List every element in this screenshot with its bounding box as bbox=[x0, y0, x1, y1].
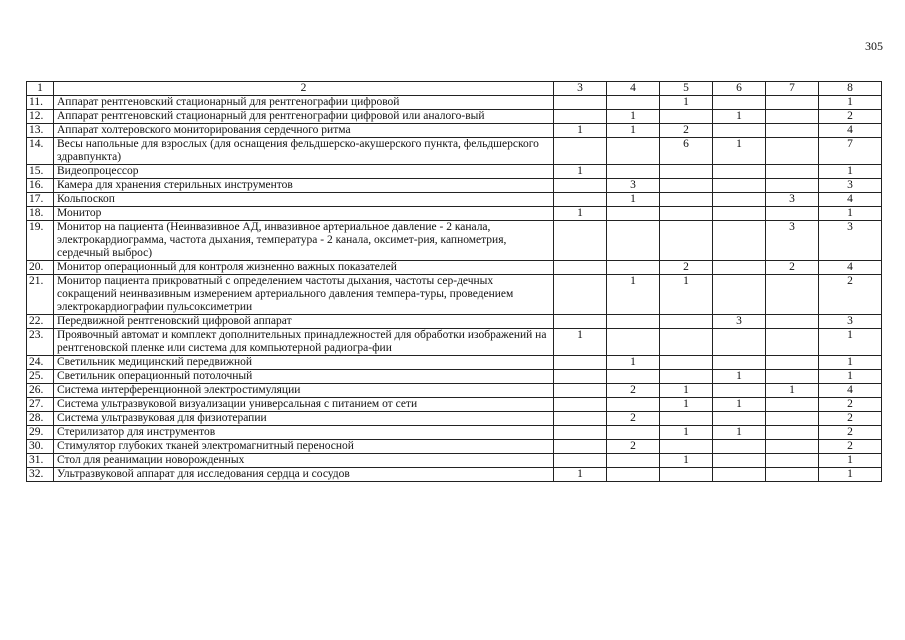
count-cell-col3 bbox=[554, 96, 607, 110]
total-cell: 1 bbox=[819, 96, 882, 110]
total-cell: 3 bbox=[819, 221, 882, 261]
equipment-name-cell: Монитор операционный для контроля жизненно важных показателей bbox=[54, 261, 554, 275]
equipment-name-cell: Камера для хранения стерильных инструментов bbox=[54, 179, 554, 193]
count-cell-col3 bbox=[554, 315, 607, 329]
row-number-cell: 32. bbox=[27, 468, 54, 482]
table-row bbox=[27, 179, 882, 193]
row-number-cell: 24. bbox=[27, 356, 54, 370]
equipment-name-cell: Аппарат рентгеновский стационарный для рентгенографии цифровой bbox=[54, 96, 554, 110]
table-row bbox=[27, 315, 882, 329]
equipment-name-cell: Система ультразвуковой визуализации универсальная с питанием от сети bbox=[54, 398, 554, 412]
count-cell-col3 bbox=[554, 261, 607, 275]
table-row bbox=[27, 138, 882, 165]
count-cell-col6 bbox=[713, 384, 766, 398]
count-cell-col5: 2 bbox=[660, 124, 713, 138]
count-cell-col3 bbox=[554, 454, 607, 468]
header-cell: 7 bbox=[766, 82, 819, 96]
equipment-name-cell: Монитор пациента прикроватный с определением частоты дыхания, частоты сер-дечных сокращений неинвазивным измерением артериального давления темпера-туры, проведением электрокардиографии пульсоксиметрии bbox=[54, 275, 554, 315]
page-number: 305 bbox=[865, 39, 883, 53]
equipment-name-cell: Монитор на пациента (Неинвазивное АД, инвазивное артериальное давление - 2 канала, электрокардиограмма, частота дыхания, температура - 2 канала, оксимет-рия, капнометрия, сердечный выброс) bbox=[54, 221, 554, 261]
header-cell: 4 bbox=[607, 82, 660, 96]
count-cell-col5 bbox=[660, 165, 713, 179]
count-cell-col4 bbox=[607, 426, 660, 440]
table-row bbox=[27, 454, 882, 468]
count-cell-col5 bbox=[660, 370, 713, 384]
count-cell-col5: 1 bbox=[660, 426, 713, 440]
total-cell: 1 bbox=[819, 454, 882, 468]
total-cell: 2 bbox=[819, 398, 882, 412]
count-cell-col7 bbox=[766, 179, 819, 193]
count-cell-col3 bbox=[554, 370, 607, 384]
total-cell: 2 bbox=[819, 275, 882, 315]
equipment-name-cell: Стерилизатор для инструментов bbox=[54, 426, 554, 440]
equipment-name-cell: Аппарат холтеровского мониторирования сердечного ритма bbox=[54, 124, 554, 138]
count-cell-col7 bbox=[766, 138, 819, 165]
count-cell-col3: 1 bbox=[554, 207, 607, 221]
count-cell-col4 bbox=[607, 96, 660, 110]
table-row bbox=[27, 124, 882, 138]
count-cell-col7: 3 bbox=[766, 221, 819, 261]
count-cell-col5: 1 bbox=[660, 384, 713, 398]
table-row bbox=[27, 110, 882, 124]
count-cell-col6: 1 bbox=[713, 110, 766, 124]
table-row bbox=[27, 329, 882, 356]
count-cell-col5 bbox=[660, 356, 713, 370]
total-cell: 2 bbox=[819, 440, 882, 454]
count-cell-col7 bbox=[766, 124, 819, 138]
count-cell-col6 bbox=[713, 468, 766, 482]
equipment-name-cell: Стол для реанимации новорожденных bbox=[54, 454, 554, 468]
count-cell-col7 bbox=[766, 275, 819, 315]
equipment-name-cell: Монитор bbox=[54, 207, 554, 221]
count-cell-col3 bbox=[554, 193, 607, 207]
table-row bbox=[27, 370, 882, 384]
count-cell-col4 bbox=[607, 221, 660, 261]
total-cell: 1 bbox=[819, 370, 882, 384]
count-cell-col3 bbox=[554, 275, 607, 315]
equipment-table bbox=[26, 81, 882, 482]
table-row bbox=[27, 384, 882, 398]
count-cell-col3 bbox=[554, 398, 607, 412]
table-row bbox=[27, 96, 882, 110]
count-cell-col4 bbox=[607, 370, 660, 384]
row-number-cell: 26. bbox=[27, 384, 54, 398]
table-row bbox=[27, 468, 882, 482]
table-row bbox=[27, 165, 882, 179]
count-cell-col3 bbox=[554, 110, 607, 124]
count-cell-col6 bbox=[713, 96, 766, 110]
total-cell: 1 bbox=[819, 468, 882, 482]
count-cell-col5: 1 bbox=[660, 275, 713, 315]
equipment-name-cell: Система ультразвуковая для физиотерапии bbox=[54, 412, 554, 426]
count-cell-col4: 1 bbox=[607, 193, 660, 207]
count-cell-col5 bbox=[660, 440, 713, 454]
row-number-cell: 27. bbox=[27, 398, 54, 412]
count-cell-col4 bbox=[607, 207, 660, 221]
row-number-cell: 20. bbox=[27, 261, 54, 275]
count-cell-col7 bbox=[766, 440, 819, 454]
count-cell-col7 bbox=[766, 426, 819, 440]
count-cell-col5 bbox=[660, 412, 713, 426]
count-cell-col6 bbox=[713, 329, 766, 356]
count-cell-col3: 1 bbox=[554, 329, 607, 356]
count-cell-col7: 2 bbox=[766, 261, 819, 275]
count-cell-col4: 1 bbox=[607, 124, 660, 138]
row-number-cell: 18. bbox=[27, 207, 54, 221]
equipment-name-cell: Видеопроцессор bbox=[54, 165, 554, 179]
count-cell-col4: 2 bbox=[607, 440, 660, 454]
total-cell: 7 bbox=[819, 138, 882, 165]
row-number-cell: 25. bbox=[27, 370, 54, 384]
equipment-name-cell: Кольпоскоп bbox=[54, 193, 554, 207]
count-cell-col4 bbox=[607, 165, 660, 179]
count-cell-col6 bbox=[713, 356, 766, 370]
count-cell-col6 bbox=[713, 412, 766, 426]
count-cell-col6 bbox=[713, 207, 766, 221]
count-cell-col4 bbox=[607, 398, 660, 412]
count-cell-col7 bbox=[766, 165, 819, 179]
count-cell-col4 bbox=[607, 468, 660, 482]
count-cell-col4 bbox=[607, 138, 660, 165]
row-number-cell: 14. bbox=[27, 138, 54, 165]
total-cell: 1 bbox=[819, 329, 882, 356]
table-row bbox=[27, 261, 882, 275]
count-cell-col7 bbox=[766, 315, 819, 329]
count-cell-col3: 1 bbox=[554, 124, 607, 138]
row-number-cell: 13. bbox=[27, 124, 54, 138]
count-cell-col3 bbox=[554, 426, 607, 440]
count-cell-col4 bbox=[607, 315, 660, 329]
table-row bbox=[27, 398, 882, 412]
table-row bbox=[27, 221, 882, 261]
equipment-name-cell: Светильник операционный потолочный bbox=[54, 370, 554, 384]
row-number-cell: 12. bbox=[27, 110, 54, 124]
total-cell: 1 bbox=[819, 356, 882, 370]
equipment-name-cell: Весы напольные для взрослых (для оснащения фельдшерско-акушерского пункта, фельдшерского здравпункта) bbox=[54, 138, 554, 165]
header-cell: 8 bbox=[819, 82, 882, 96]
equipment-name-cell: Система интерференционной электростимуляции bbox=[54, 384, 554, 398]
header-cell: 2 bbox=[54, 82, 554, 96]
total-cell: 3 bbox=[819, 315, 882, 329]
count-cell-col7 bbox=[766, 412, 819, 426]
equipment-name-cell: Аппарат рентгеновский стационарный для рентгенографии цифровой или аналого-вый bbox=[54, 110, 554, 124]
header-cell: 3 bbox=[554, 82, 607, 96]
count-cell-col4: 1 bbox=[607, 110, 660, 124]
total-cell: 3 bbox=[819, 179, 882, 193]
total-cell: 2 bbox=[819, 412, 882, 426]
count-cell-col5 bbox=[660, 179, 713, 193]
count-cell-col5: 1 bbox=[660, 96, 713, 110]
count-cell-col6 bbox=[713, 165, 766, 179]
count-cell-col3 bbox=[554, 384, 607, 398]
row-number-cell: 15. bbox=[27, 165, 54, 179]
row-number-cell: 11. bbox=[27, 96, 54, 110]
count-cell-col6: 1 bbox=[713, 398, 766, 412]
row-number-cell: 21. bbox=[27, 275, 54, 315]
count-cell-col6: 1 bbox=[713, 370, 766, 384]
table-row bbox=[27, 275, 882, 315]
count-cell-col4 bbox=[607, 261, 660, 275]
equipment-name-cell: Ультразвуковой аппарат для исследования сердца и сосудов bbox=[54, 468, 554, 482]
count-cell-col4: 3 bbox=[607, 179, 660, 193]
row-number-cell: 17. bbox=[27, 193, 54, 207]
count-cell-col5: 1 bbox=[660, 454, 713, 468]
equipment-name-cell: Светильник медицинский передвижной bbox=[54, 356, 554, 370]
count-cell-col7: 1 bbox=[766, 384, 819, 398]
count-cell-col6: 1 bbox=[713, 426, 766, 440]
row-number-cell: 29. bbox=[27, 426, 54, 440]
table-row bbox=[27, 193, 882, 207]
count-cell-col7 bbox=[766, 454, 819, 468]
equipment-name-cell: Передвижной рентгеновский цифровой аппарат bbox=[54, 315, 554, 329]
total-cell: 1 bbox=[819, 207, 882, 221]
count-cell-col3: 1 bbox=[554, 165, 607, 179]
count-cell-col6 bbox=[713, 440, 766, 454]
row-number-cell: 16. bbox=[27, 179, 54, 193]
count-cell-col4 bbox=[607, 454, 660, 468]
count-cell-col7 bbox=[766, 370, 819, 384]
header-cell: 6 bbox=[713, 82, 766, 96]
count-cell-col3 bbox=[554, 440, 607, 454]
count-cell-col6: 3 bbox=[713, 315, 766, 329]
count-cell-col6 bbox=[713, 261, 766, 275]
count-cell-col5: 1 bbox=[660, 398, 713, 412]
count-cell-col5 bbox=[660, 221, 713, 261]
row-number-cell: 22. bbox=[27, 315, 54, 329]
table-header-row bbox=[27, 82, 882, 96]
table-row bbox=[27, 412, 882, 426]
count-cell-col6 bbox=[713, 124, 766, 138]
count-cell-col5 bbox=[660, 193, 713, 207]
count-cell-col7: 3 bbox=[766, 193, 819, 207]
table-row bbox=[27, 440, 882, 454]
count-cell-col7 bbox=[766, 468, 819, 482]
count-cell-col4: 1 bbox=[607, 356, 660, 370]
row-number-cell: 19. bbox=[27, 221, 54, 261]
count-cell-col4: 2 bbox=[607, 412, 660, 426]
count-cell-col7 bbox=[766, 110, 819, 124]
count-cell-col5 bbox=[660, 207, 713, 221]
count-cell-col5: 6 bbox=[660, 138, 713, 165]
count-cell-col3 bbox=[554, 356, 607, 370]
count-cell-col5 bbox=[660, 468, 713, 482]
count-cell-col4 bbox=[607, 329, 660, 356]
table-row bbox=[27, 207, 882, 221]
equipment-name-cell: Стимулятор глубоких тканей электромагнитный переносной bbox=[54, 440, 554, 454]
count-cell-col3 bbox=[554, 179, 607, 193]
count-cell-col5: 2 bbox=[660, 261, 713, 275]
count-cell-col3 bbox=[554, 138, 607, 165]
total-cell: 4 bbox=[819, 193, 882, 207]
row-number-cell: 23. bbox=[27, 329, 54, 356]
count-cell-col6: 1 bbox=[713, 138, 766, 165]
total-cell: 2 bbox=[819, 110, 882, 124]
header-cell: 5 bbox=[660, 82, 713, 96]
row-number-cell: 31. bbox=[27, 454, 54, 468]
count-cell-col4: 2 bbox=[607, 384, 660, 398]
total-cell: 4 bbox=[819, 124, 882, 138]
table-row bbox=[27, 356, 882, 370]
count-cell-col3 bbox=[554, 412, 607, 426]
total-cell: 4 bbox=[819, 384, 882, 398]
total-cell: 4 bbox=[819, 261, 882, 275]
total-cell: 2 bbox=[819, 426, 882, 440]
count-cell-col6 bbox=[713, 275, 766, 315]
count-cell-col7 bbox=[766, 329, 819, 356]
count-cell-col4: 1 bbox=[607, 275, 660, 315]
count-cell-col7 bbox=[766, 96, 819, 110]
header-cell: 1 bbox=[27, 82, 54, 96]
count-cell-col5 bbox=[660, 329, 713, 356]
count-cell-col3 bbox=[554, 221, 607, 261]
count-cell-col6 bbox=[713, 193, 766, 207]
count-cell-col7 bbox=[766, 398, 819, 412]
count-cell-col6 bbox=[713, 221, 766, 261]
equipment-name-cell: Проявочный автомат и комплект дополнительных принадлежностей для обработки изображений на рентгеновской пленке или система для компьютерной радиогра-фии bbox=[54, 329, 554, 356]
row-number-cell: 30. bbox=[27, 440, 54, 454]
count-cell-col3: 1 bbox=[554, 468, 607, 482]
count-cell-col6 bbox=[713, 179, 766, 193]
count-cell-col5 bbox=[660, 315, 713, 329]
count-cell-col7 bbox=[766, 356, 819, 370]
table-row bbox=[27, 426, 882, 440]
total-cell: 1 bbox=[819, 165, 882, 179]
count-cell-col6 bbox=[713, 454, 766, 468]
count-cell-col7 bbox=[766, 207, 819, 221]
count-cell-col5 bbox=[660, 110, 713, 124]
row-number-cell: 28. bbox=[27, 412, 54, 426]
